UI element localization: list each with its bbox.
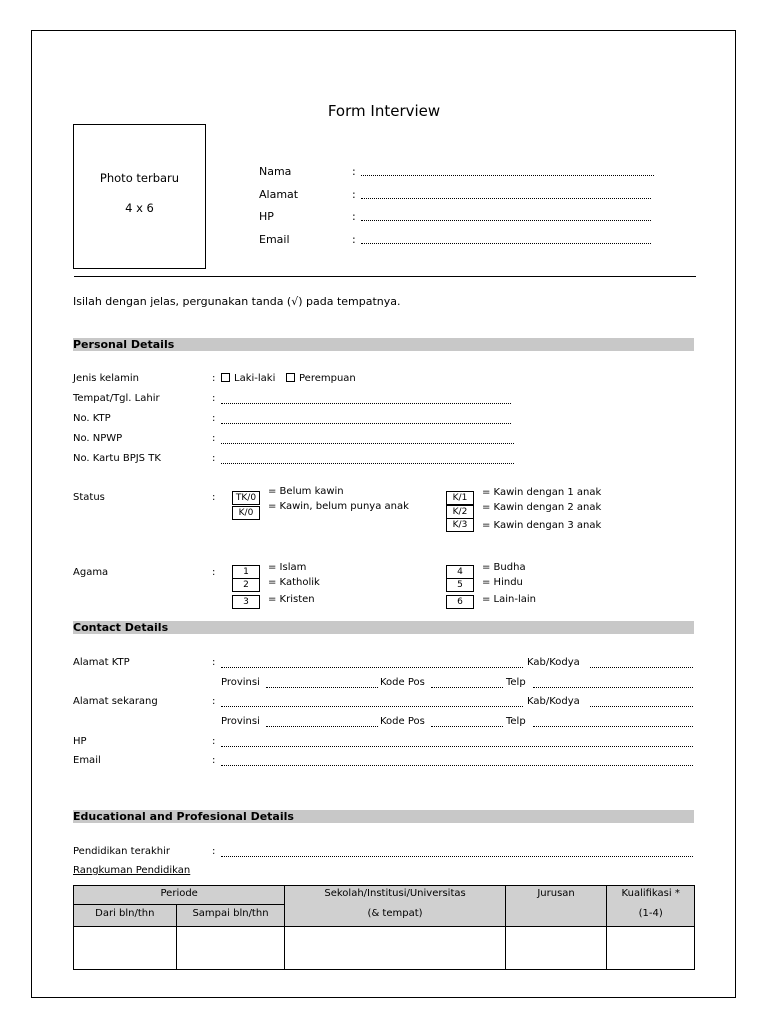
current-kodepos-field[interactable] (431, 726, 503, 727)
status-code-k2[interactable]: K/2 (446, 505, 474, 519)
religion-text-1: = Islam (268, 562, 307, 573)
religion-text-4: = Budha (482, 562, 526, 573)
ktp-address-field[interactable] (221, 667, 523, 668)
contact-hp-colon: : (212, 736, 216, 747)
female-label: Perempuan (299, 373, 356, 384)
current-provinsi-label: Provinsi (221, 716, 260, 727)
instruction-text: Isilah dengan jelas, pergunakan tanda (√) pada tempatnya. (73, 295, 401, 308)
npwp-field[interactable] (221, 443, 514, 444)
photo-size: 4 x 6 (125, 201, 154, 215)
religion-colon: : (212, 567, 216, 578)
contact-email-field[interactable] (221, 765, 693, 766)
religion-code-5[interactable]: 5 (446, 578, 474, 592)
qualification-header-title: Kualifikasi * (621, 888, 680, 899)
ktp-label: No. KTP (73, 413, 111, 424)
school-cell[interactable] (285, 927, 505, 970)
current-kodepos-label: Kode Pos (380, 716, 425, 727)
to-header: Sampai bln/thn (176, 905, 285, 927)
name-field[interactable] (361, 175, 654, 176)
status-text-tk0: = Belum kawin (268, 486, 344, 497)
email-colon: : (352, 233, 356, 246)
gender-female-option[interactable] (286, 373, 356, 384)
periode-header: Periode (74, 886, 285, 905)
female-checkbox[interactable] (286, 373, 295, 382)
current-kab-label: Kab/Kodya (527, 696, 580, 707)
ktp-kab-label: Kab/Kodya (527, 657, 580, 668)
to-cell[interactable] (176, 927, 285, 970)
current-telp-field[interactable] (533, 726, 693, 727)
school-header-title: Sekolah/Institusi/Universitas (324, 888, 466, 899)
qualification-cell[interactable] (607, 927, 695, 970)
status-text-k0: = Kawin, belum punya anak (268, 501, 409, 512)
ktp-address-label: Alamat KTP (73, 657, 130, 668)
current-address-field[interactable] (221, 706, 523, 707)
ktp-kab-field[interactable] (590, 667, 693, 668)
ktp-field[interactable] (221, 423, 511, 424)
school-header-sub: (& tempat) (367, 908, 423, 919)
address-label: Alamat (259, 188, 299, 201)
current-telp-label: Telp (506, 716, 526, 727)
contact-email-label: Email (73, 755, 101, 766)
bpjs-colon: : (212, 453, 216, 464)
name-colon: : (352, 165, 356, 178)
current-kab-field[interactable] (590, 706, 693, 707)
religion-text-2: = Katholik (268, 577, 320, 588)
contact-email-colon: : (212, 755, 216, 766)
gender-male-option[interactable] (221, 373, 275, 384)
ktp-colon: : (212, 413, 216, 424)
current-address-label: Alamat sekarang (73, 696, 158, 707)
ktp-address-colon: : (212, 657, 216, 668)
hp-field[interactable] (361, 220, 651, 221)
hp-label: HP (259, 210, 274, 223)
gender-label: Jenis kelamin (73, 373, 139, 384)
bpjs-label: No. Kartu BPJS TK (73, 453, 161, 464)
status-code-k0[interactable]: K/0 (232, 506, 260, 520)
photo-box (73, 124, 206, 269)
male-checkbox[interactable] (221, 373, 230, 382)
email-field[interactable] (361, 243, 651, 244)
religion-code-6[interactable]: 6 (446, 595, 474, 609)
status-text-k3: = Kawin dengan 3 anak (482, 520, 602, 531)
ktp-telp-field[interactable] (533, 687, 693, 688)
personal-details-heading: Personal Details (73, 338, 694, 351)
npwp-label: No. NPWP (73, 433, 123, 444)
photo-label: Photo terbaru (99, 171, 180, 185)
religion-text-5: = Hindu (482, 577, 523, 588)
religion-text-3: = Kristen (268, 594, 315, 605)
from-header: Dari bln/thn (74, 905, 177, 927)
status-label: Status (73, 492, 105, 503)
birth-label: Tempat/Tgl. Lahir (73, 393, 160, 404)
npwp-colon: : (212, 433, 216, 444)
ktp-kodepos-label: Kode Pos (380, 677, 425, 688)
current-address-colon: : (212, 696, 216, 707)
header-divider (74, 276, 696, 277)
name-label: Nama (259, 165, 292, 178)
contact-details-heading: Contact Details (73, 621, 694, 634)
last-education-colon: : (212, 846, 216, 857)
education-table (73, 885, 695, 970)
ktp-provinsi-field[interactable] (266, 687, 378, 688)
contact-hp-field[interactable] (221, 746, 693, 747)
ktp-kodepos-field[interactable] (431, 687, 503, 688)
from-cell[interactable] (74, 927, 177, 970)
hp-colon: : (352, 210, 356, 223)
status-text-k2: = Kawin dengan 2 anak (482, 502, 602, 513)
status-code-tk0[interactable]: TK/0 (232, 491, 260, 505)
birth-field[interactable] (221, 403, 511, 404)
last-education-field[interactable] (221, 856, 693, 857)
major-header: Jurusan (505, 886, 607, 927)
school-header (285, 886, 505, 927)
education-heading: Educational and Profesional Details (73, 810, 694, 823)
male-label: Laki-laki (234, 373, 276, 384)
ktp-provinsi-label: Provinsi (221, 677, 260, 688)
contact-hp-label: HP (73, 736, 87, 747)
last-education-label: Pendidikan terakhir (73, 846, 171, 857)
gender-colon: : (212, 373, 216, 384)
religion-code-4[interactable]: 4 (446, 565, 474, 579)
birth-colon: : (212, 393, 216, 404)
status-text-k1: = Kawin dengan 1 anak (482, 487, 602, 498)
current-provinsi-field[interactable] (266, 726, 378, 727)
qualification-header-sub: (1-4) (638, 908, 663, 919)
address-field[interactable] (361, 198, 651, 199)
religion-code-3[interactable]: 3 (232, 595, 260, 609)
status-code-k3[interactable]: K/3 (446, 518, 474, 532)
ktp-telp-label: Telp (506, 677, 526, 688)
email-label: Email (259, 233, 290, 246)
address-colon: : (352, 188, 356, 201)
education-summary-label: Rangkuman Pendidikan (73, 865, 191, 876)
qualification-header (607, 886, 695, 927)
religion-label: Agama (73, 567, 109, 578)
table-row (74, 927, 695, 970)
religion-text-6: = Lain-lain (482, 594, 537, 605)
bpjs-field[interactable] (221, 463, 514, 464)
form-title: Form Interview (327, 102, 441, 120)
major-cell[interactable] (505, 927, 607, 970)
status-colon: : (212, 492, 216, 503)
religion-code-2[interactable]: 2 (232, 578, 260, 592)
religion-code-1[interactable]: 1 (232, 565, 260, 579)
status-code-k1[interactable]: K/1 (446, 491, 474, 505)
